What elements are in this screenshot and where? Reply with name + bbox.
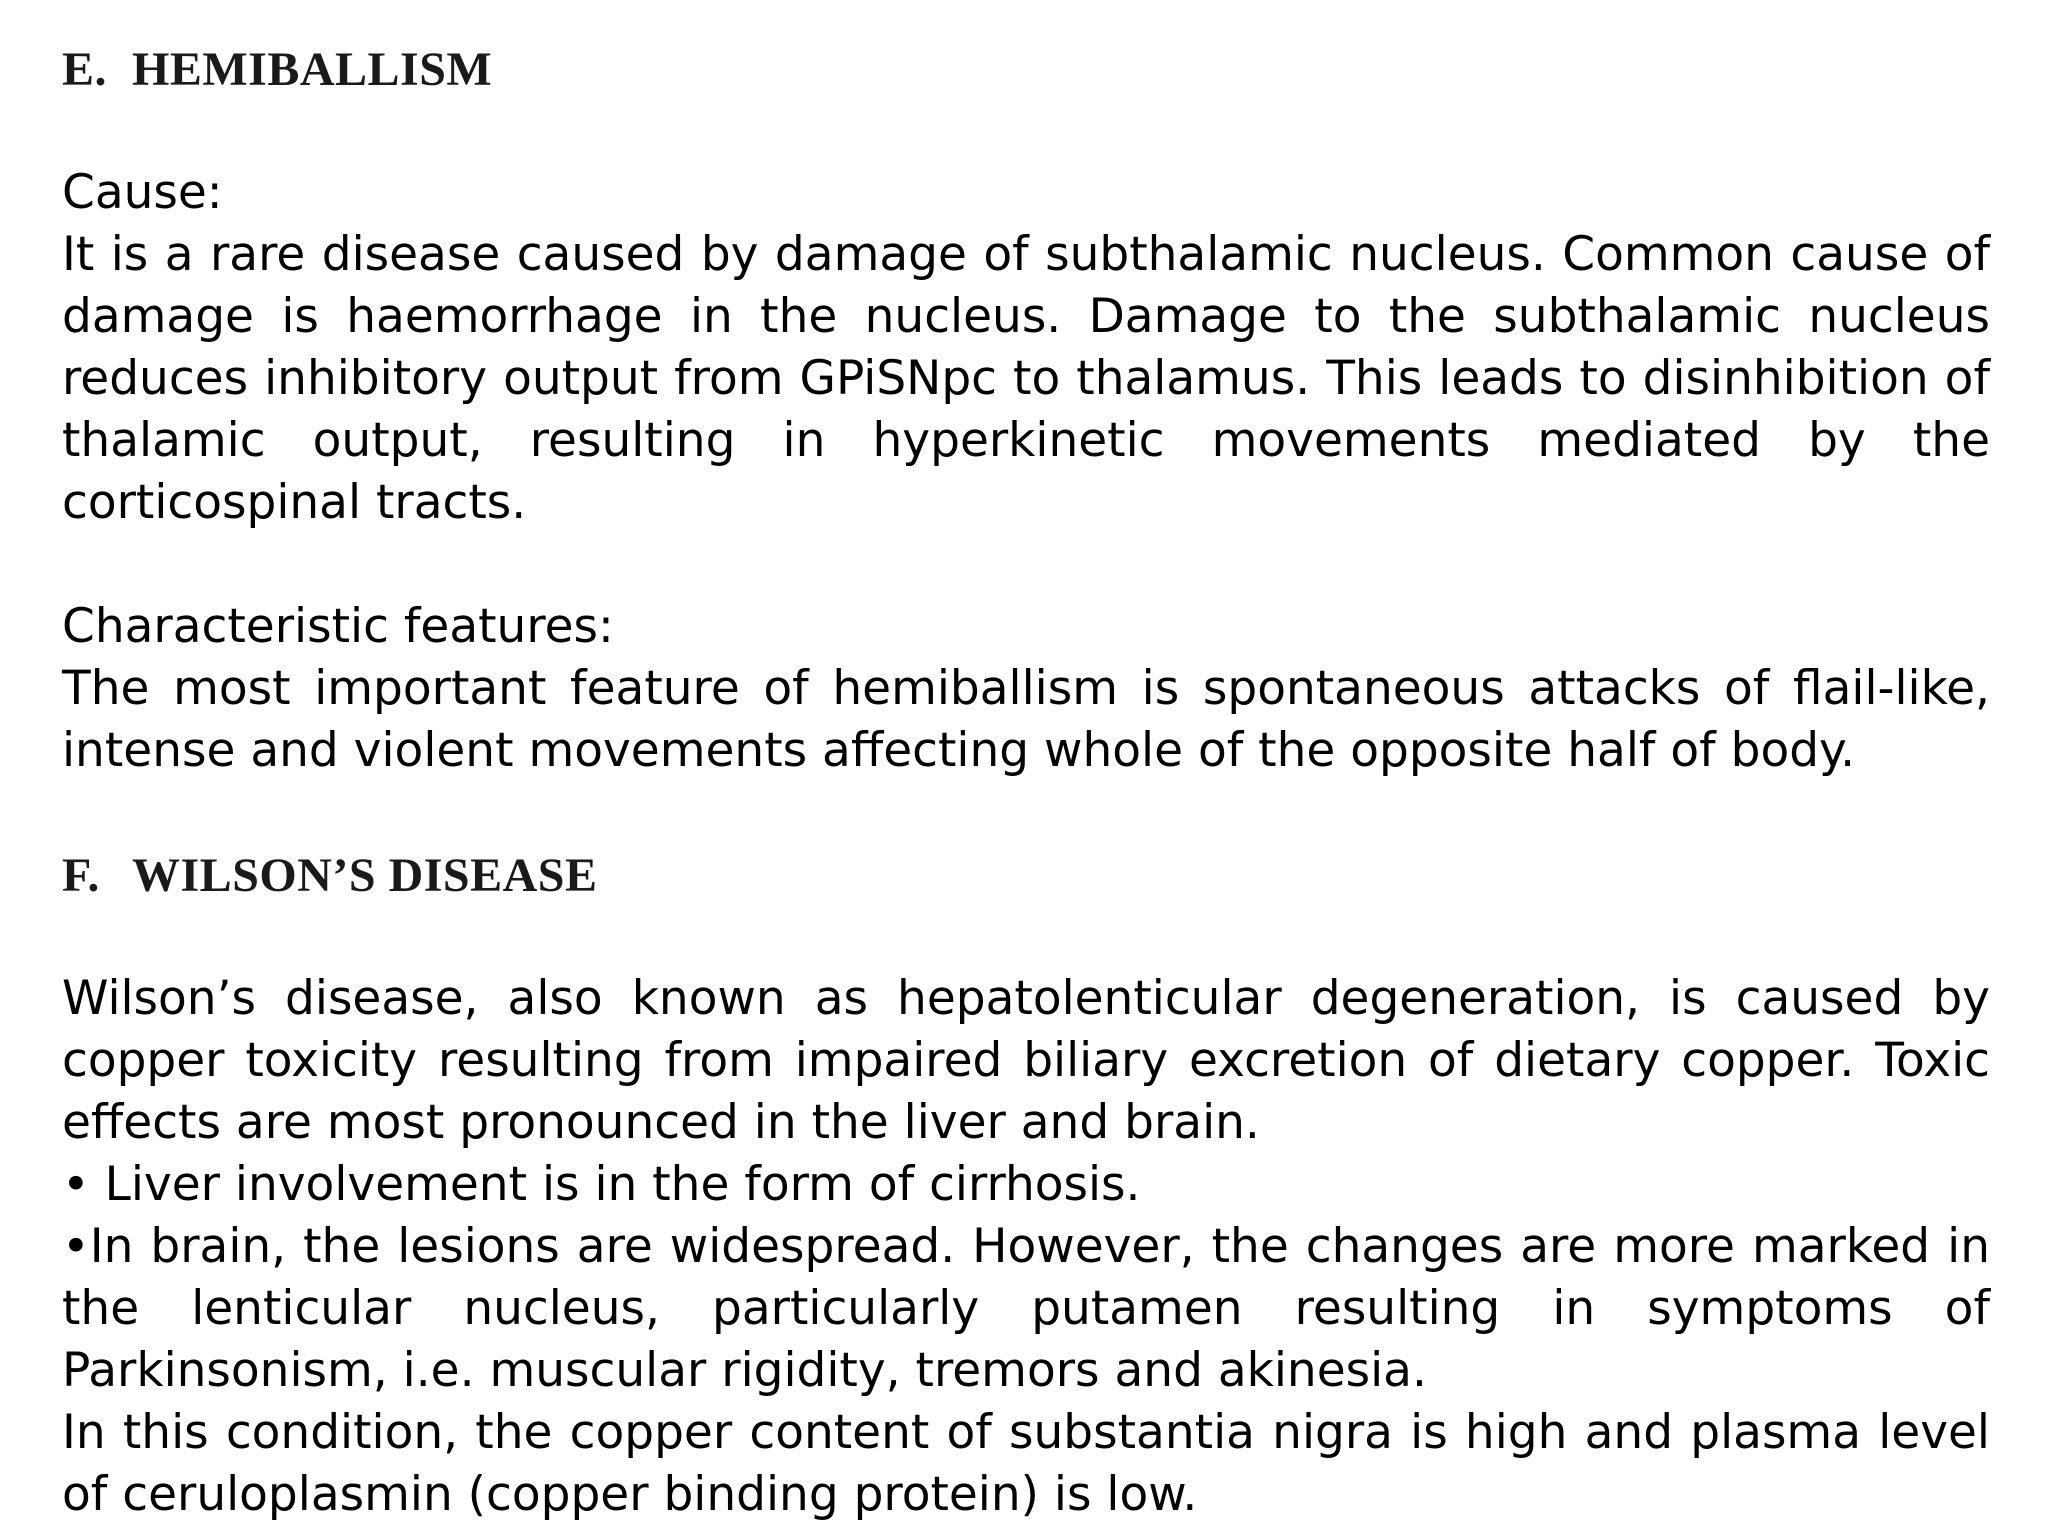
bullet-brain: •In brain, the lesions are widespread. However, the changes are more marked in the lenticular nucleus, particularly putamen resulting in symptoms of Parkinsonism, i.e. muscular rigidity, tremors and akinesia. — [62, 1219, 1990, 1398]
section-f-heading — [62, 849, 598, 902]
cause-label: Cause: — [62, 165, 223, 220]
wilson-body — [62, 968, 1990, 1526]
bullet-liver: • Liver involvement is in the form of cirrhosis. — [62, 1157, 1141, 1212]
section-e-title: HEMIBALLISM — [132, 43, 493, 96]
features-label: Characteristic features: — [62, 599, 614, 654]
section-e-number: E. — [62, 43, 108, 96]
wilson-closing-paragraph: In this condition, the copper content of substantia nigra is high and plasma level of ceruloplasmin (copper binding protein) is low. — [62, 1405, 1990, 1522]
section-e-heading — [62, 43, 493, 96]
features-paragraph: The most important feature of hemiballism is spontaneous attacks of flail-like, intense and violent movements affecting whole of the opposite half of body. — [62, 661, 1990, 778]
wilson-intro-paragraph: Wilson’s disease, also known as hepatolenticular degeneration, is caused by copper toxicity resulting from impaired biliary excretion of dietary copper. Toxic effects are most pronounced in the liver and brain. — [62, 971, 1990, 1150]
section-f-number: F. — [62, 849, 100, 902]
section-f-title: WILSON’S DISEASE — [132, 849, 598, 902]
cause-paragraph: It is a rare disease caused by damage of subthalamic nucleus. Common cause of damage is haemorrhage in the nucleus. Damage to the subthalamic nucleus reduces inhibitory output from GPiSNpc to thalamus. This leads to disinhibition of thalamic output, resulting in hyperkinetic movements mediated by the corticospinal tracts. — [62, 227, 1990, 530]
